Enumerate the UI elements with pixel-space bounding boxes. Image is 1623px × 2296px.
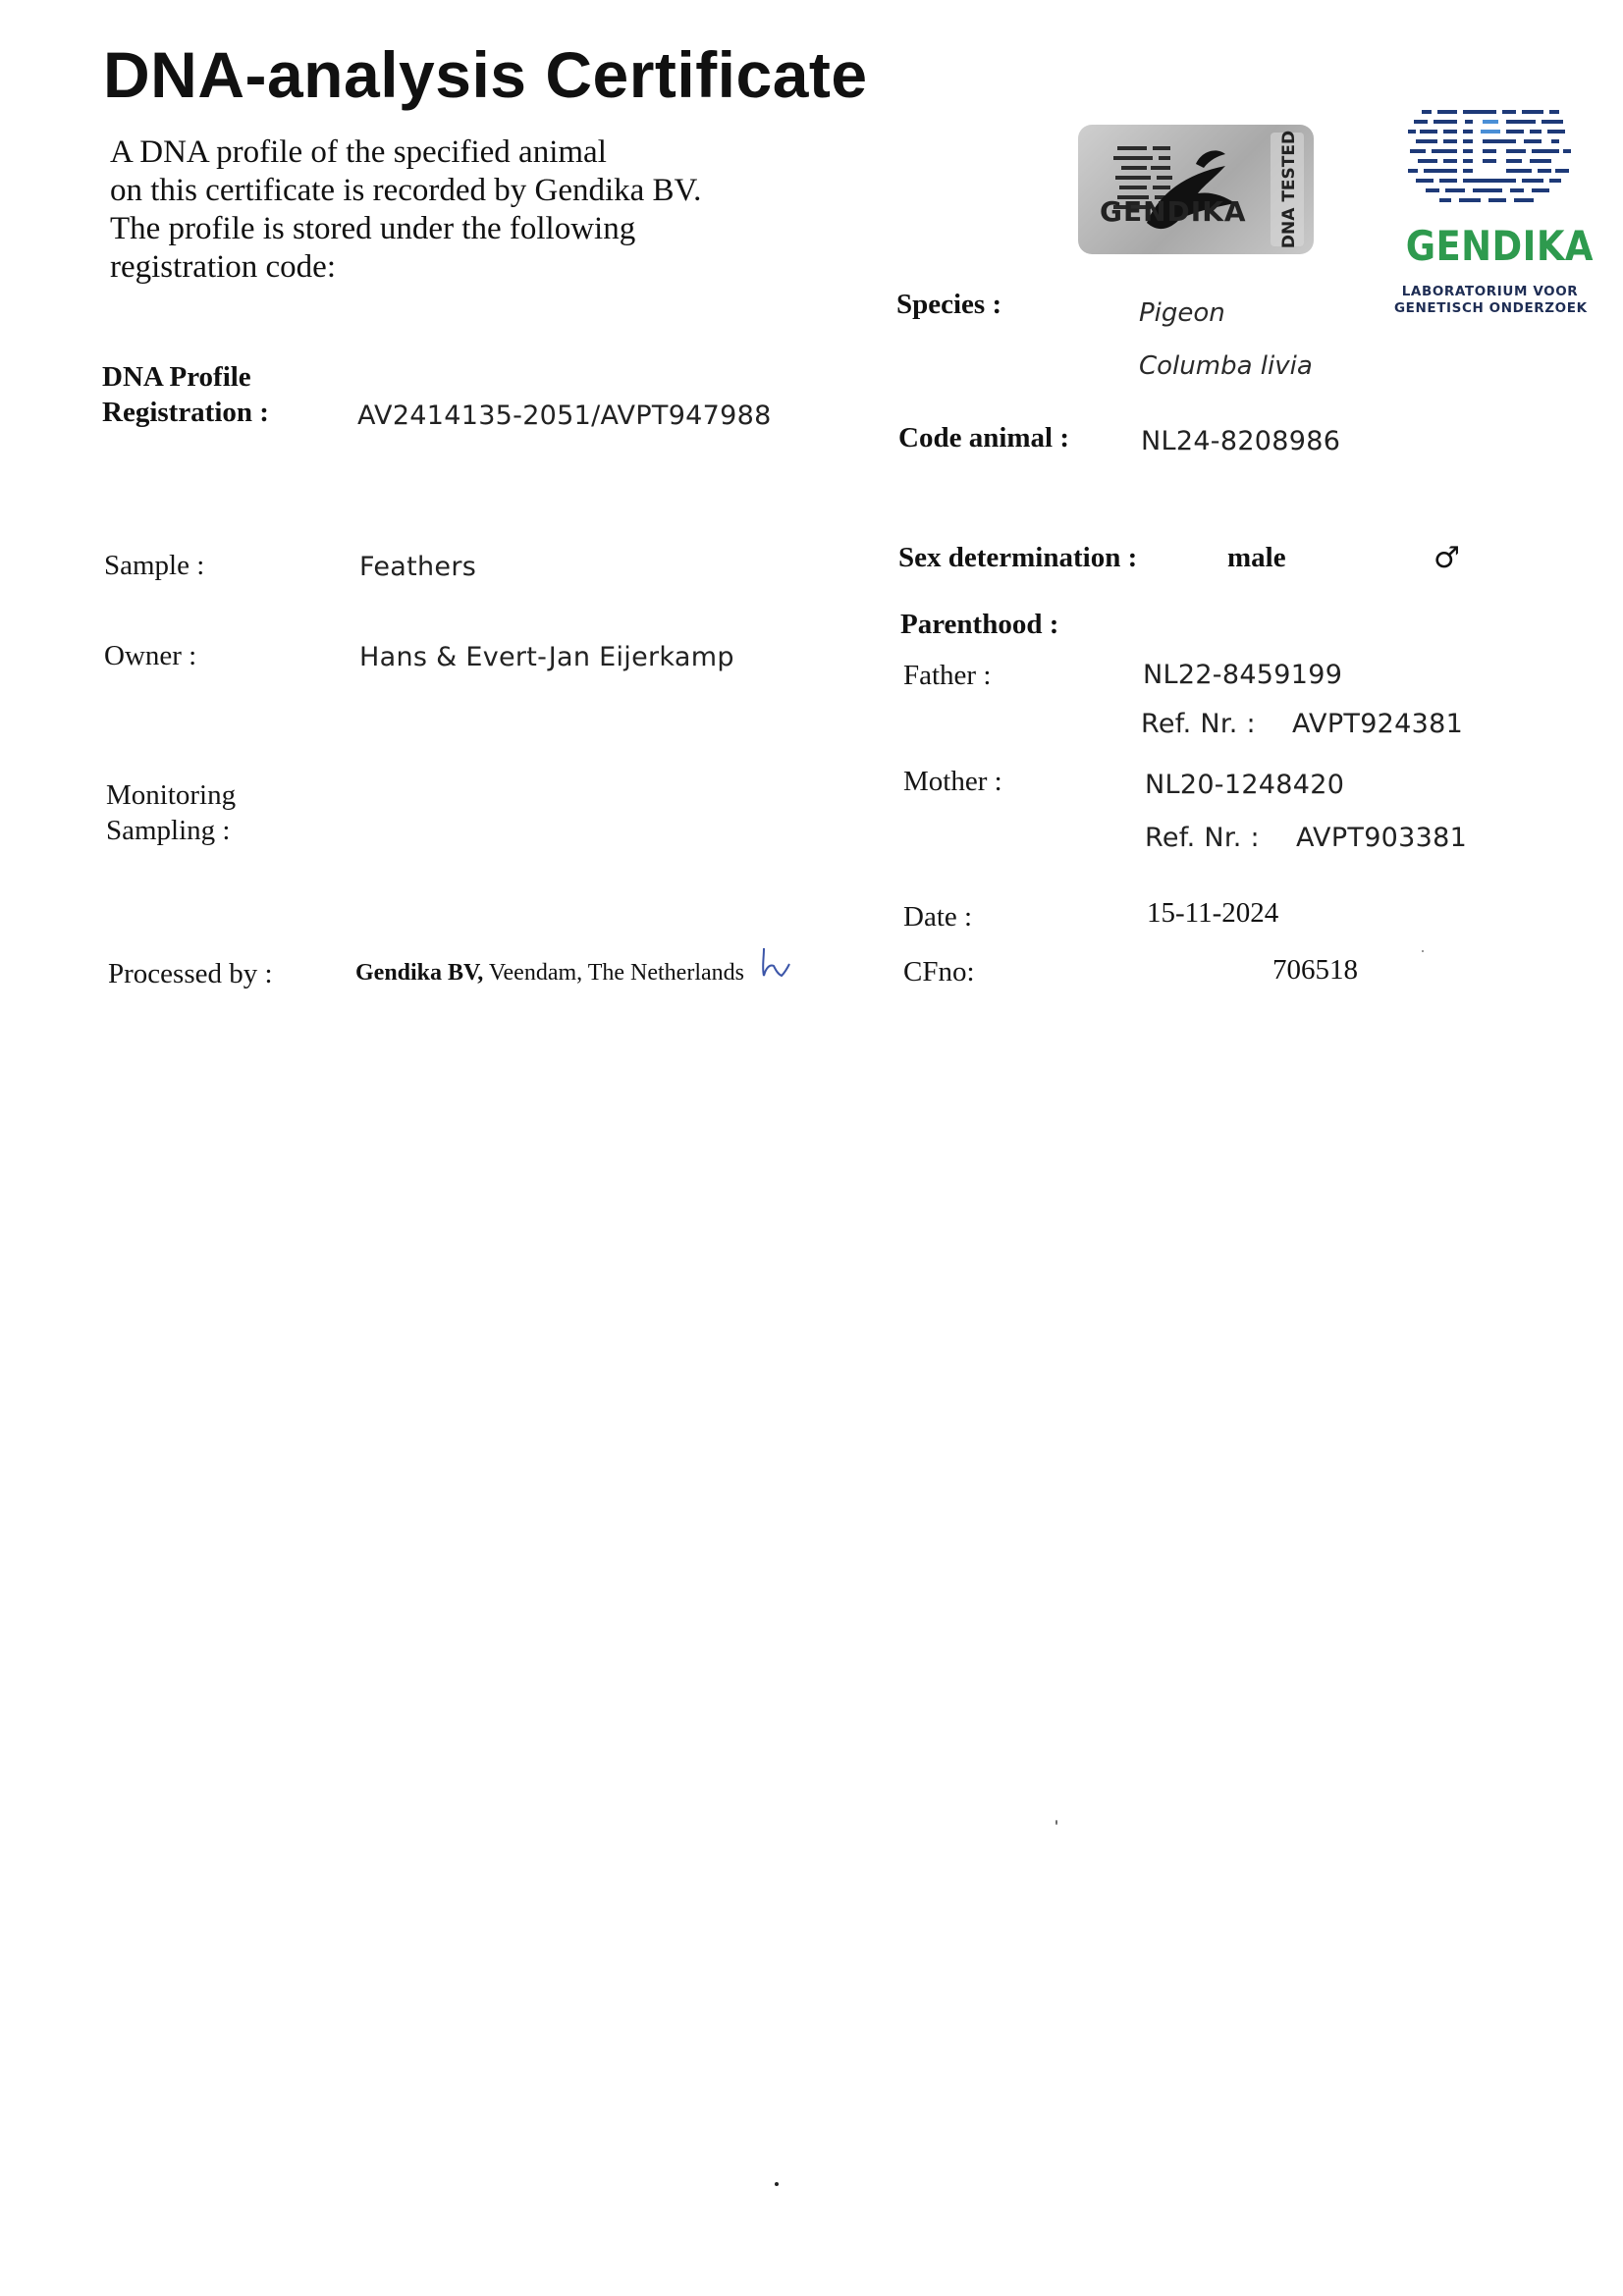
certificate-title: DNA-analysis Certificate — [103, 38, 868, 111]
mother-label: Mother : — [903, 766, 1002, 797]
registration-value: AV2414135-2051/AVPT947988 — [357, 400, 772, 431]
gendika-logo — [1394, 106, 1594, 322]
monitoring-label-line: Sampling : — [106, 815, 231, 846]
scan-speck — [1055, 1820, 1057, 1825]
registration-label — [102, 359, 269, 430]
processed-by-label: Processed by : — [108, 958, 273, 989]
processed-company: Gendika BV, — [355, 960, 484, 986]
sample-label: Sample : — [104, 550, 205, 581]
intro-line: A DNA profile of the specified animal — [110, 134, 607, 170]
species-latin: Columba livia — [1139, 351, 1313, 381]
sex-value: male — [1227, 542, 1286, 573]
mother-value: NL20-1248420 — [1145, 770, 1345, 800]
gendika-logo-subtitle — [1394, 284, 1586, 317]
cfno-value: 706518 — [1272, 954, 1358, 986]
sex-determination-label: Sex determination : — [898, 542, 1138, 573]
species-label: Species : — [896, 289, 1002, 320]
logo-subtitle-line: GENETISCH ONDERZOEK — [1394, 300, 1588, 316]
code-animal-value: NL24-8208986 — [1141, 426, 1341, 456]
registration-label-line: DNA Profile — [102, 361, 251, 393]
gendika-logo-name: GENDIKA — [1405, 222, 1594, 270]
owner-value: Hans & Evert-Jan Eijerkamp — [359, 642, 734, 672]
father-value: NL22-8459199 — [1143, 660, 1343, 690]
male-symbol-icon: ♂ — [1434, 541, 1460, 575]
father-ref-label: Ref. Nr. : — [1141, 709, 1256, 739]
cfno-label: CFno: — [903, 956, 975, 988]
processed-by-value — [355, 960, 744, 987]
sample-value: Feathers — [359, 552, 477, 582]
logo-subtitle-line: LABORATORIUM VOOR — [1401, 284, 1579, 299]
date-value: 15-11-2024 — [1147, 897, 1279, 929]
date-label: Date : — [903, 901, 973, 933]
intro-line: The profile is stored under the following — [110, 211, 636, 246]
intro-paragraph — [110, 133, 778, 287]
handwritten-mark — [756, 942, 795, 982]
father-ref-value: AVPT924381 — [1292, 709, 1464, 739]
registration-label-line: Registration : — [102, 397, 269, 428]
monitoring-label-line: Monitoring — [106, 779, 237, 811]
code-animal-label: Code animal : — [898, 422, 1069, 454]
seal-stamp: DNA TESTED — [1279, 130, 1299, 249]
intro-line: registration code: — [110, 249, 337, 285]
processed-location: Veendam, The Netherlands — [483, 960, 744, 986]
father-label: Father : — [903, 660, 992, 691]
mother-ref-label: Ref. Nr. : — [1145, 823, 1260, 853]
dna-tested-seal — [1078, 125, 1314, 254]
species-value: Pigeon — [1139, 298, 1225, 328]
scan-speck — [1422, 950, 1424, 952]
intro-line: on this certificate is recorded by Gendika BV. — [110, 173, 702, 208]
owner-label: Owner : — [104, 640, 197, 671]
scan-speck — [775, 2182, 779, 2186]
parenthood-label: Parenthood : — [900, 609, 1059, 640]
monitoring-sampling-label — [106, 777, 236, 848]
gendika-logo-mark — [1404, 106, 1576, 216]
seal-brand: GENDIKA — [1100, 195, 1247, 228]
mother-ref-value: AVPT903381 — [1296, 823, 1468, 853]
seal-graphic — [1078, 125, 1314, 254]
